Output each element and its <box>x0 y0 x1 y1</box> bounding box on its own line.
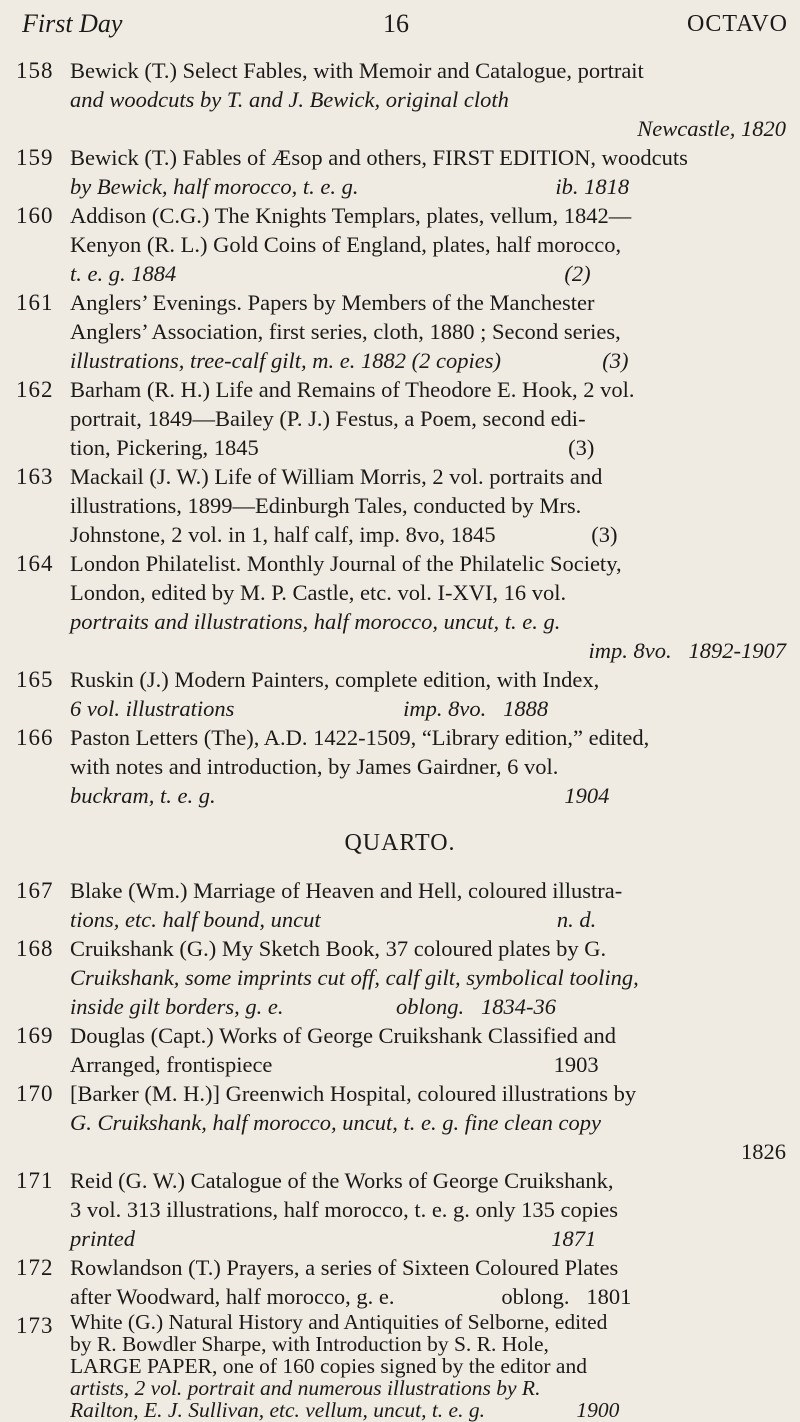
header-sale-day: First Day <box>22 9 123 38</box>
lot-description <box>70 288 786 375</box>
lot-line: White (G.) Natural History and Antiquities of Selborne, edited <box>70 1310 608 1334</box>
lot-description <box>70 1311 786 1421</box>
lot-description <box>70 462 786 549</box>
lot-line: Paston Letters (The), A.D. 1422-1509, “Library edition,” edited, <box>70 725 650 750</box>
lot-line: by R. Bowdler Sharpe, with Introduction by S. R. Hole, <box>70 1332 549 1356</box>
lot-line: Bewick (T.) Fables of Æsop and others, FIRST EDITION, woodcuts <box>70 145 688 170</box>
lot-line: LARGE PAPER, one of 160 copies signed by the editor and <box>70 1354 587 1378</box>
lot-line: buckram, t. e. g. 1904 <box>70 783 610 808</box>
lot-line: Cruikshank (G.) My Sketch Book, 37 coloured plates by G. <box>70 936 607 961</box>
lot-line: with notes and introduction, by James Gairdner, 6 vol. <box>70 754 559 779</box>
lot-number: 167 <box>16 878 54 903</box>
lot-description <box>70 876 786 934</box>
lot-line: by Bewick, half morocco, t. e. g. ib. 1818 <box>70 174 630 199</box>
lot-line: after Woodward, half morocco, g. e. oblong. 1801 <box>70 1284 632 1309</box>
lot-number: 172 <box>16 1255 54 1280</box>
lot-line: Anglers’ Association, first series, cloth, 1880 ; Second series, <box>70 319 621 344</box>
lot-number: 165 <box>16 667 54 692</box>
lot-line: Kenyon (R. L.) Gold Coins of England, plates, half morocco, <box>70 232 622 257</box>
lot-line: illustrations, 1899—Edinburgh Tales, conducted by Mrs. <box>70 493 582 518</box>
lot-description <box>70 56 786 143</box>
lot-line: 3 vol. 313 illustrations, half morocco, t. e. g. only 135 copies <box>70 1197 619 1222</box>
lot-line: t. e. g. 1884 (2) <box>70 261 591 286</box>
lot-line: Arranged, frontispiece 1903 <box>70 1052 599 1077</box>
lot-line: portrait, 1849—Bailey (P. J.) Festus, a Poem, second edi- <box>70 406 586 431</box>
lot-number: 158 <box>16 58 54 83</box>
lot-description <box>70 723 786 810</box>
lot-number: 163 <box>16 464 54 489</box>
lot-line: Anglers’ Evenings. Papers by Members of the Manchester <box>70 290 595 315</box>
lot-line: 1826 <box>741 1139 786 1164</box>
lot-number: 169 <box>16 1023 54 1048</box>
lot-line: G. Cruikshank, half morocco, uncut, t. e. g. fine clean copy <box>70 1110 601 1135</box>
lot-description <box>70 1021 786 1079</box>
page-number: 16 <box>383 9 409 38</box>
lot-description <box>70 375 786 462</box>
lot-number: 171 <box>16 1168 54 1193</box>
lot-line: Newcastle, 1820 <box>637 116 786 141</box>
lot-number: 161 <box>16 290 54 315</box>
lot-line: London Philatelist. Monthly Journal of the Philatelic Society, <box>70 551 622 576</box>
lot-line: Johnstone, 2 vol. in 1, half calf, imp. 8vo, 1845 (3) <box>70 522 618 547</box>
lot-line: artists, 2 vol. portrait and numerous illustrations by R. <box>70 1376 541 1400</box>
lot-line: Reid (G. W.) Catalogue of the Works of George Cruikshank, <box>70 1168 614 1193</box>
lot-line: Ruskin (J.) Modern Painters, complete edition, with Index, <box>70 667 600 692</box>
lot-line: inside gilt borders, g. e. oblong. 1834-36 <box>70 994 557 1019</box>
lot-line: Douglas (Capt.) Works of George Cruikshank Classified and <box>70 1023 617 1048</box>
lot-number: 160 <box>16 203 54 228</box>
lot-description <box>70 549 786 665</box>
lot-description <box>70 665 786 723</box>
lot-description <box>70 201 786 288</box>
lot-description <box>70 934 786 1021</box>
lot-description <box>70 1166 786 1253</box>
lot-line: Blake (Wm.) Marriage of Heaven and Hell, coloured illustra- <box>70 878 623 903</box>
lot-description <box>70 1079 786 1166</box>
lot-number: 162 <box>16 377 54 402</box>
lot-line: [Barker (M. H.)] Greenwich Hospital, coloured illustrations by <box>70 1081 637 1106</box>
lot-number: 166 <box>16 725 54 750</box>
lot-line: Barham (R. H.) Life and Remains of Theodore E. Hook, 2 vol. <box>70 377 635 402</box>
lot-line: illustrations, tree-calf gilt, m. e. 1882 (2 copies) (3) <box>70 348 629 373</box>
lot-number: 173 <box>16 1313 54 1338</box>
lot-description <box>70 143 786 201</box>
lot-line: imp. 8vo. 1892-1907 <box>588 638 786 663</box>
lot-line: Rowlandson (T.) Prayers, a series of Sixteen Coloured Plates <box>70 1255 619 1280</box>
lot-line: and woodcuts by T. and J. Bewick, original cloth <box>70 87 509 112</box>
lot-line: Addison (C.G.) The Knights Templars, plates, vellum, 1842— <box>70 203 632 228</box>
lot-line: 6 vol. illustrations imp. 8vo. 1888 <box>70 696 549 721</box>
lot-number: 168 <box>16 936 54 961</box>
lot-line: tion, Pickering, 1845 (3) <box>70 435 595 460</box>
lot-line: Railton, E. J. Sullivan, etc. vellum, uncut, t. e. g. 1900 <box>70 1398 620 1422</box>
lot-number: 164 <box>16 551 54 576</box>
lot-line: London, edited by M. P. Castle, etc. vol. I-XVI, 16 vol. <box>70 580 567 605</box>
lot-line: Bewick (T.) Select Fables, with Memoir and Catalogue, portrait <box>70 58 644 83</box>
lot-line: printed 1871 <box>70 1226 597 1251</box>
lot-number: 159 <box>16 145 54 170</box>
page-header <box>0 0 800 40</box>
header-format: OCTAVO <box>687 11 788 37</box>
lot-line: Mackail (J. W.) Life of William Morris, 2 vol. portraits and <box>70 464 603 489</box>
lot-description <box>70 1253 786 1311</box>
section-heading-quarto: QUARTO. <box>344 830 456 856</box>
lot-number: 170 <box>16 1081 54 1106</box>
lot-line: Cruikshank, some imprints cut off, calf gilt, symbolical tooling, <box>70 965 639 990</box>
lot-line: portraits and illustrations, half morocco, uncut, t. e. g. <box>70 609 561 634</box>
lot-line: tions, etc. half bound, uncut n. d. <box>70 907 597 932</box>
